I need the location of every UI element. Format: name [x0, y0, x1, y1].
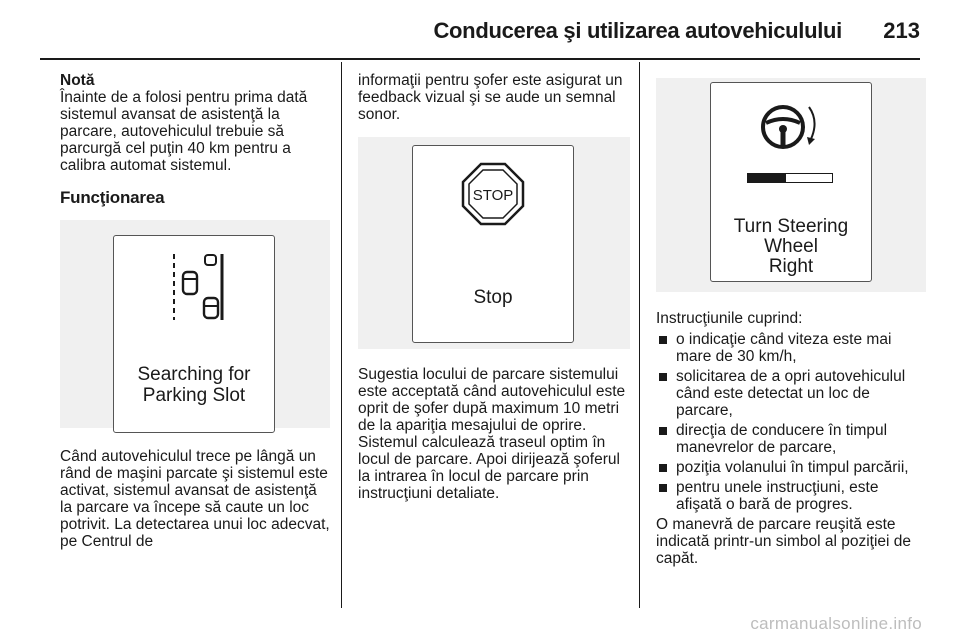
- intro-text: informaţii pentru şofer este asigurat un feedback vizual şi se aude un semnal sonor.: [358, 72, 623, 123]
- closing-text: O manevră de parcare reuşită este indicată printr-un simbol al poziţiei de capăt.: [656, 516, 912, 567]
- list-intro: Instrucţiunile cuprind:: [656, 310, 803, 327]
- figure-stop: [358, 137, 630, 349]
- column-1: [60, 72, 330, 550]
- parking-scan-icon: [166, 250, 236, 330]
- list-item: o indicaţie când viteza este mai mare de 30 km/h,: [656, 331, 926, 365]
- display-searching: [113, 235, 275, 433]
- page-number: 213: [883, 18, 920, 43]
- list-item: solicitarea de a opri autovehiculul când este detectat un loc de parcare,: [656, 368, 926, 419]
- display-text-line-2: Wheel: [764, 236, 818, 257]
- list-item: pentru unele instrucţiuni, este afişată o bară de progres.: [656, 479, 926, 513]
- body-text: Când autovehiculul trece pe lângă un rând de maşini parcate şi sistemul este activat, sistemul avansat de asistenţă la parcare va începe să caute un loc potrivit. La detectarea unui loc adecvat, pe Centrul de: [60, 448, 330, 550]
- list-item: poziţia volanului în timpul parcării,: [656, 459, 926, 476]
- section-heading: Funcţionarea: [60, 188, 165, 207]
- column-divider-2: [639, 62, 640, 608]
- display-stop: [412, 145, 574, 343]
- stop-sign-text: STOP: [472, 187, 514, 204]
- figure-turn-steering: [656, 78, 926, 292]
- column-divider-1: [341, 62, 342, 608]
- body-text: Sugestia locului de parcare sistemului este acceptată când autovehiculul este oprit de şofer după maximum 10 metri de la apariţia mesajului de oprire. Sistemul calculează traseul optim în locul de parcare. Apoi dirijează şoferul la intrarea în locul de parcare prin instrucţiuni detaliate.: [358, 366, 626, 502]
- header-rule: [40, 58, 920, 60]
- page-header-title: Conducerea şi utilizarea autovehiculului: [433, 18, 842, 43]
- note-text: Înainte de a folosi pentru prima dată sistemul avansat de asistenţă la parcare, autovehiculul trebuie să parcurgă cel puţin 40 km pentru a calibra automat sistemul.: [60, 89, 308, 174]
- display-text-line-2: Parking Slot: [142, 385, 246, 406]
- progress-bar: [747, 173, 833, 183]
- watermark: carmanualsonline.info: [750, 614, 922, 633]
- list-item: direcţia de conducere în timpul manevrelor de parcare,: [656, 422, 926, 456]
- column-2: [358, 72, 630, 502]
- stop-sign-icon: [461, 162, 525, 226]
- column-3: [656, 72, 926, 567]
- figure-searching-parking: [60, 220, 330, 428]
- instruction-list: [656, 331, 926, 513]
- display-steering: [710, 82, 872, 282]
- display-text-line-1: Searching for: [137, 364, 251, 385]
- progress-bar-fill: [748, 174, 786, 182]
- display-text-line-1: Turn Steering: [733, 216, 849, 237]
- steering-wheel-icon: [757, 99, 827, 159]
- display-text-line-3: Right: [768, 256, 814, 277]
- display-label: Stop: [473, 287, 513, 308]
- note-title: Notă: [60, 72, 95, 89]
